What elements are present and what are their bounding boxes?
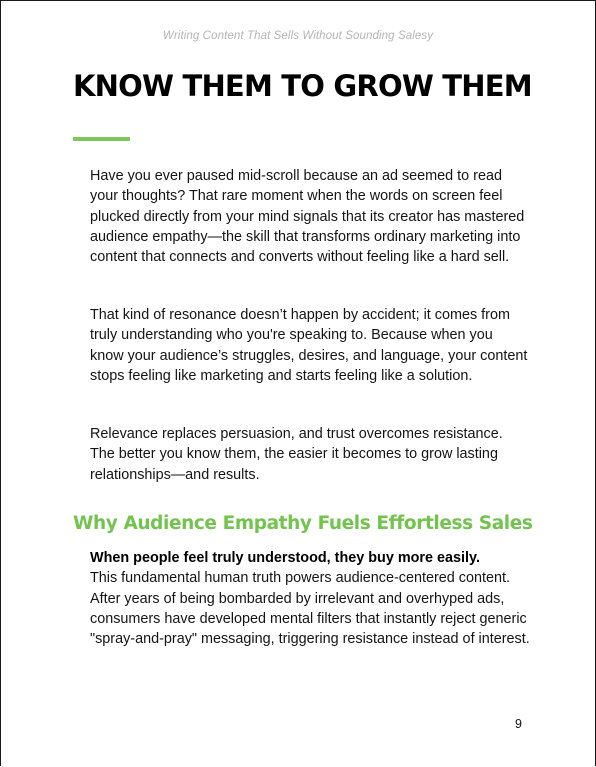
section-heading: Why Audience Empathy Fuels Effortless Sales xyxy=(73,513,533,534)
section-lead-sentence: When people feel truly understood, they buy more easily. xyxy=(90,550,480,566)
resonance-paragraph: That kind of resonance doesn’t happen by accident; it comes from truly understanding who you're speaking to. Because when you know your audience’s struggles, desires, and language, your content stops feeling like marketing and starts feeling like a solution. xyxy=(90,307,528,384)
intro-paragraph: Have you ever paused mid-scroll because an ad seemed to read your thoughts? That rare moment when the words on screen feel plucked directly from your mind signals that its creator has mastered audience empathy—the skill that transforms ordinary marketing into content that connects and converts without feeling like a hard sell. xyxy=(90,168,525,266)
page-number: 9 xyxy=(515,717,522,731)
chapter-title: KNOW THEM TO GROW THEM xyxy=(73,69,532,103)
relevance-paragraph: Relevance replaces persuasion, and trust overcomes resistance. The better you know them, the easier it becomes to grow lasting relationships—and results. xyxy=(90,426,503,483)
section-paragraph xyxy=(90,548,530,649)
title-accent-rule xyxy=(73,137,130,141)
running-header: Writing Content That Sells Without Sounding Salesy xyxy=(162,30,434,42)
section-body-text: This fundamental human truth powers audience-centered content. After years of being bombarded by irrelevant and overhyped ads, consumers have developed mental filters that instantly reject generic "spray-and-pray" messaging, triggering resistance instead of interest. xyxy=(90,570,530,648)
